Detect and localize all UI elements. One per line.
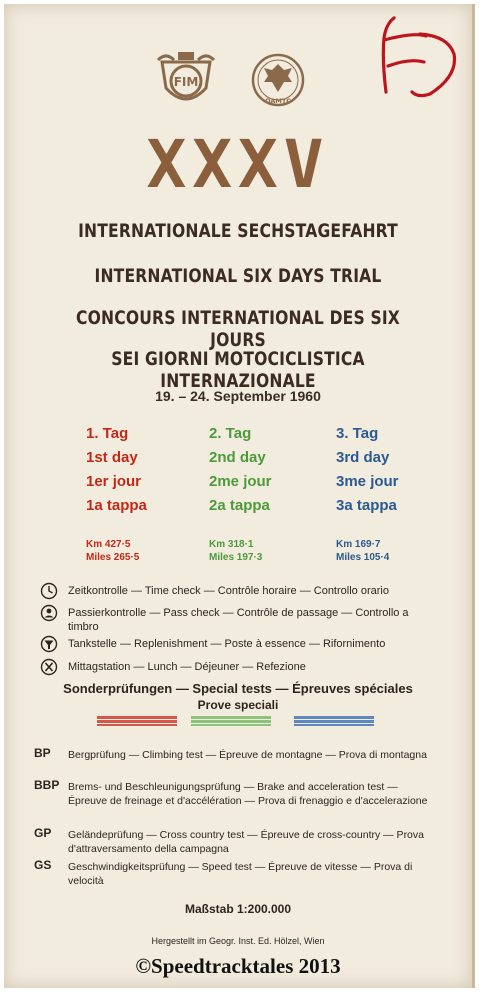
day-distance-miles: Miles 105·4 <box>336 552 390 563</box>
abbreviation-text: Brems- und Beschleunigungsprüfung — Brake and acceleration test — Épreuve de freinage et d'accélération — Prova di frenaggio e d'accelerazione <box>68 781 428 807</box>
day-label: 1er jour <box>86 473 142 490</box>
abbreviation-text: Geländeprüfung — Cross country test — Épreuve de cross-country — Prova d'attraversamento della campagna <box>68 829 424 855</box>
day-label: 3rd day <box>336 449 390 466</box>
day-column-2 <box>209 422 339 564</box>
day-label: 2nd day <box>209 449 266 466</box>
special-tests-subheading: Prove speciali <box>197 698 279 712</box>
svg-text:E: E <box>364 10 365 11</box>
event-title-german: INTERNATIONALE SECHSTAGEFAHRT <box>78 220 398 242</box>
day-column-1 <box>86 422 216 564</box>
person-stamp-icon <box>40 604 58 622</box>
day-distance-miles: Miles 265·5 <box>86 552 140 563</box>
fuel-funnel-icon <box>40 635 58 653</box>
abbreviation-code: BBP <box>34 778 60 792</box>
event-title-french: CONCOURS INTERNATIONAL DES SIX JOURS <box>76 307 400 351</box>
day-distance-km: Km 169·7 <box>336 539 381 550</box>
day-label: 3a tappa <box>336 497 397 514</box>
legend-text: Passierkontrolle — Pass check — Contrôle de passage — Controllo a timbro <box>68 607 409 633</box>
day-distance-km: Km 427·5 <box>86 539 131 550</box>
legend-text: Tankstelle — Replenishment — Poste à essence — Rifornimento <box>68 638 386 650</box>
special-tests-heading: Sonderprüfungen — Special tests — Épreuves spéciales <box>63 681 413 696</box>
oamtc-eagle-seal-icon <box>250 52 306 108</box>
svg-text:ÖAMTC: ÖAMTC <box>264 97 292 105</box>
abbreviation-code: GS <box>34 858 52 872</box>
event-edition-title: XXXV <box>146 126 330 203</box>
legend-text: Zeitkontrolle — Time check — Contrôle horaire — Controllo orario <box>68 585 389 597</box>
special-test-bar-green <box>191 716 271 726</box>
clock-icon <box>40 582 58 600</box>
day-distance-miles: Miles 197·3 <box>209 552 263 563</box>
day-label: 3. Tag <box>336 425 379 442</box>
publisher-credit: Hergestellt im Geogr. Inst. Ed. Hölzel, Wien <box>151 936 325 946</box>
day-distance-km: Km 318·1 <box>209 539 254 550</box>
document-sheet <box>4 4 475 988</box>
abbreviation-text: Bergprüfung — Climbing test — Épreuve de montagne — Prova di montagna <box>68 749 427 761</box>
svg-text:FIM: FIM <box>173 75 199 89</box>
logo-group <box>154 48 324 112</box>
day-label: 1. Tag <box>86 425 129 442</box>
map-scale: Maßstab 1:200.000 <box>184 902 292 916</box>
day-label: 1st day <box>86 449 138 466</box>
special-test-bar-blue <box>294 716 374 726</box>
handwritten-signature <box>364 10 464 100</box>
day-column-3 <box>336 422 466 564</box>
event-title-english: INTERNATIONAL SIX DAYS TRIAL <box>94 265 382 287</box>
day-label: 2me jour <box>209 473 272 490</box>
day-label: 1a tappa <box>86 497 147 514</box>
day-label: 2. Tag <box>209 425 252 442</box>
day-label: 2a tappa <box>209 497 270 514</box>
fork-knife-icon <box>40 658 58 676</box>
event-title-italian: SEI GIORNI MOTOCICLISTICA INTERNAZIONALE <box>111 348 365 392</box>
special-test-bar-red <box>97 716 177 726</box>
abbreviation-code: BP <box>34 746 51 760</box>
fim-emblem-icon <box>154 48 218 112</box>
legend-text: Mittagstation — Lunch — Déjeuner — Refezione <box>68 661 306 673</box>
abbreviation-code: GP <box>34 826 52 840</box>
event-dates: 19. – 24. September 1960 <box>155 388 321 404</box>
abbreviation-text: Geschwindigkeitsprüfung — Speed test — Épreuve de vitesse — Prova di velocità <box>68 861 413 887</box>
copyright-watermark: ©Speedtracktales 2013 <box>135 954 341 978</box>
day-label: 3me jour <box>336 473 399 490</box>
